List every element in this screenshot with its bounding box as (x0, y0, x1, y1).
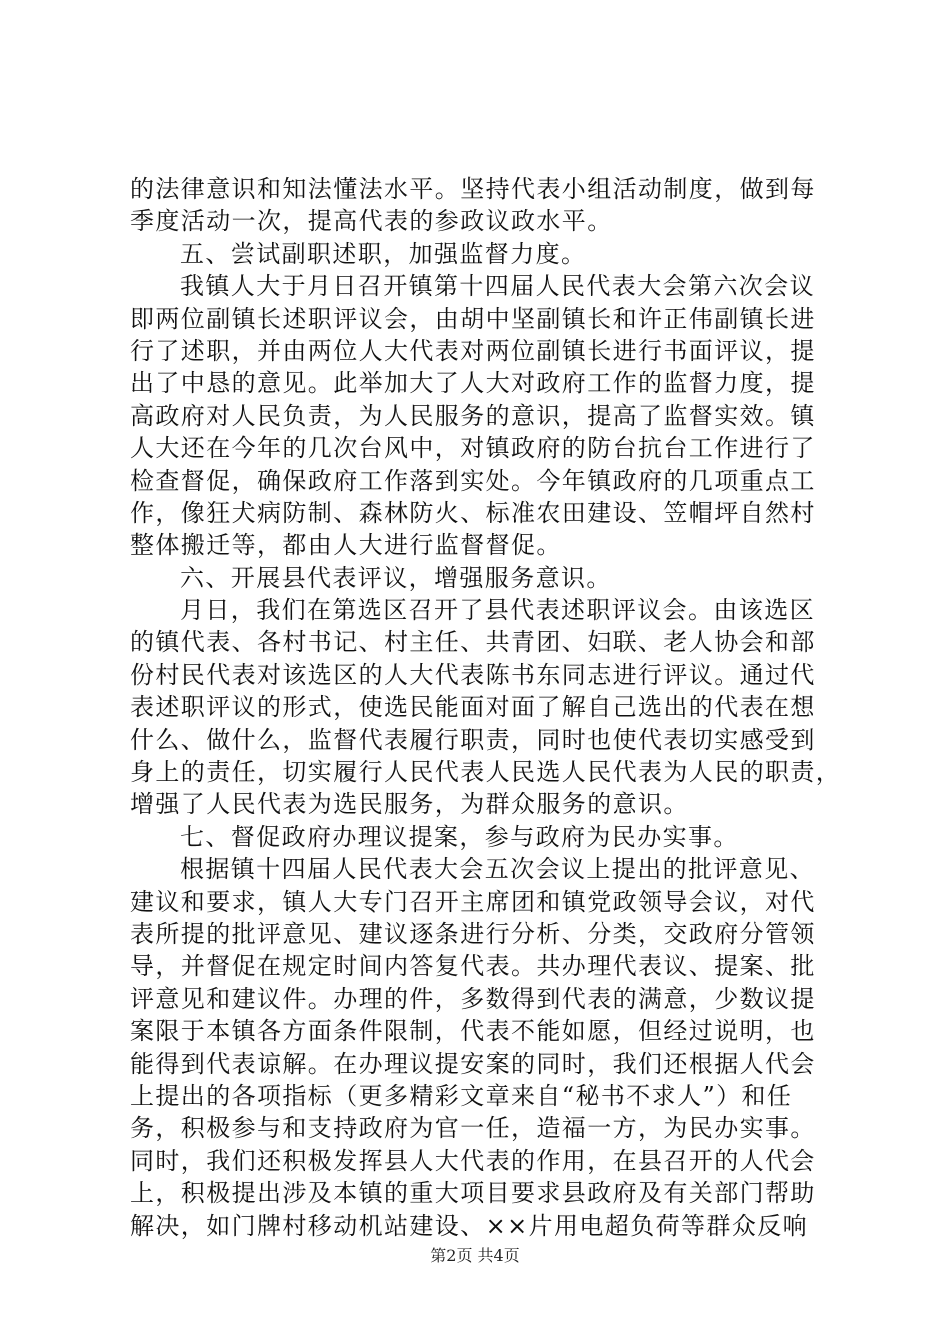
page-number-footer: 第2页 共4页 (430, 1246, 520, 1265)
text-line: 案限于本镇各方面条件限制，代表不能如愿，但经过说明，也 (130, 1017, 816, 1046)
text-line: 检查督促，确保政府工作落到实处。今年镇政府的几项重点工 (130, 466, 816, 495)
text-line: 同时，我们还积极发挥县人大代表的作用，在县召开的人代会 (130, 1146, 816, 1175)
text-line: 解决，如门牌村移动机站建设、××片用电超负荷等群众反响 (130, 1211, 809, 1240)
text-line: 即两位副镇长述职评议会，由胡中坚副镇长和许正伟副镇长进 (130, 304, 816, 333)
text-line: 表所提的批评意见、建议逐条进行分析、分类，交政府分管领 (130, 919, 816, 948)
text-line: 务，积极参与和支持政府为官一任，造福一方，为民办实事。 (130, 1114, 816, 1143)
text-line: 季度活动一次，提高代表的参政议政水平。 (130, 207, 613, 236)
section-heading: 五、尝试副职述职，加强监督力度。 (180, 239, 587, 268)
section-heading: 七、督促政府办理议提案，参与政府为民办实事。 (180, 822, 739, 851)
text-line: 的镇代表、各村书记、村主任、共青团、妇联、老人协会和部 (130, 628, 816, 657)
text-line: 建议和要求，镇人大专门召开主席团和镇党政领导会议，对代 (130, 887, 816, 916)
text-line: 高政府对人民负责，为人民服务的意识，提高了监督实效。镇 (130, 401, 816, 430)
text-line: 表述职评议的形式，使选民能面对面了解自己选出的代表在想 (130, 693, 816, 722)
text-line: 什么、做什么，监督代表履行职责，同时也使代表切实感受到 (130, 725, 816, 754)
text-line: 的法律意识和知法懂法水平。坚持代表小组活动制度，做到每 (130, 175, 816, 203)
text-line: 身上的责任，切实履行人民代表人民选人民代表为人民的职责， (130, 758, 842, 787)
text-line: 评意见和建议件。办理的件，多数得到代表的满意，少数议提 (130, 984, 816, 1013)
paragraph-start: 根据镇十四届人民代表大会五次会议上提出的批评意见、 (180, 855, 815, 884)
text-line: 上提出的各项指标（更多精彩文章来自“秘书不求人”）和任 (130, 1081, 793, 1110)
text-line: 增强了人民代表为选民服务，为群众服务的意识。 (130, 790, 689, 819)
text-line: 能得到代表谅解。在办理议提安案的同时，我们还根据人代会 (130, 1049, 816, 1078)
text-line: 导，并督促在规定时间内答复代表。共办理代表议、提案、批 (130, 952, 816, 981)
text-line: 整体搬迁等，都由人大进行监督督促。 (130, 531, 562, 560)
text-line: 上，积极提出涉及本镇的重大项目要求县政府及有关部门帮助 (130, 1179, 816, 1208)
text-line: 行了述职，并由两位人大代表对两位副镇长进行书面评议，提 (130, 336, 816, 365)
text-line: 人大还在今年的几次台风中，对镇政府的防台抗台工作进行了 (130, 434, 816, 463)
document-body (130, 173, 842, 1242)
paragraph-start: 我镇人大于月日召开镇第十四届人民代表大会第六次会议 (180, 272, 815, 301)
section-heading: 六、开展县代表评议，增强服务意识。 (180, 563, 612, 592)
text-line: 份村民代表对该选区的人大代表陈书东同志进行评议。通过代 (130, 660, 816, 689)
paragraph-start: 月日，我们在第选区召开了县代表述职评议会。由该选区 (180, 596, 815, 625)
text-line: 出了中恳的意见。此举加大了人大对政府工作的监督力度，提 (130, 369, 816, 398)
text-line: 作，像狂犬病防制、森林防火、标准农田建设、笠帽坪自然村 (130, 498, 816, 527)
